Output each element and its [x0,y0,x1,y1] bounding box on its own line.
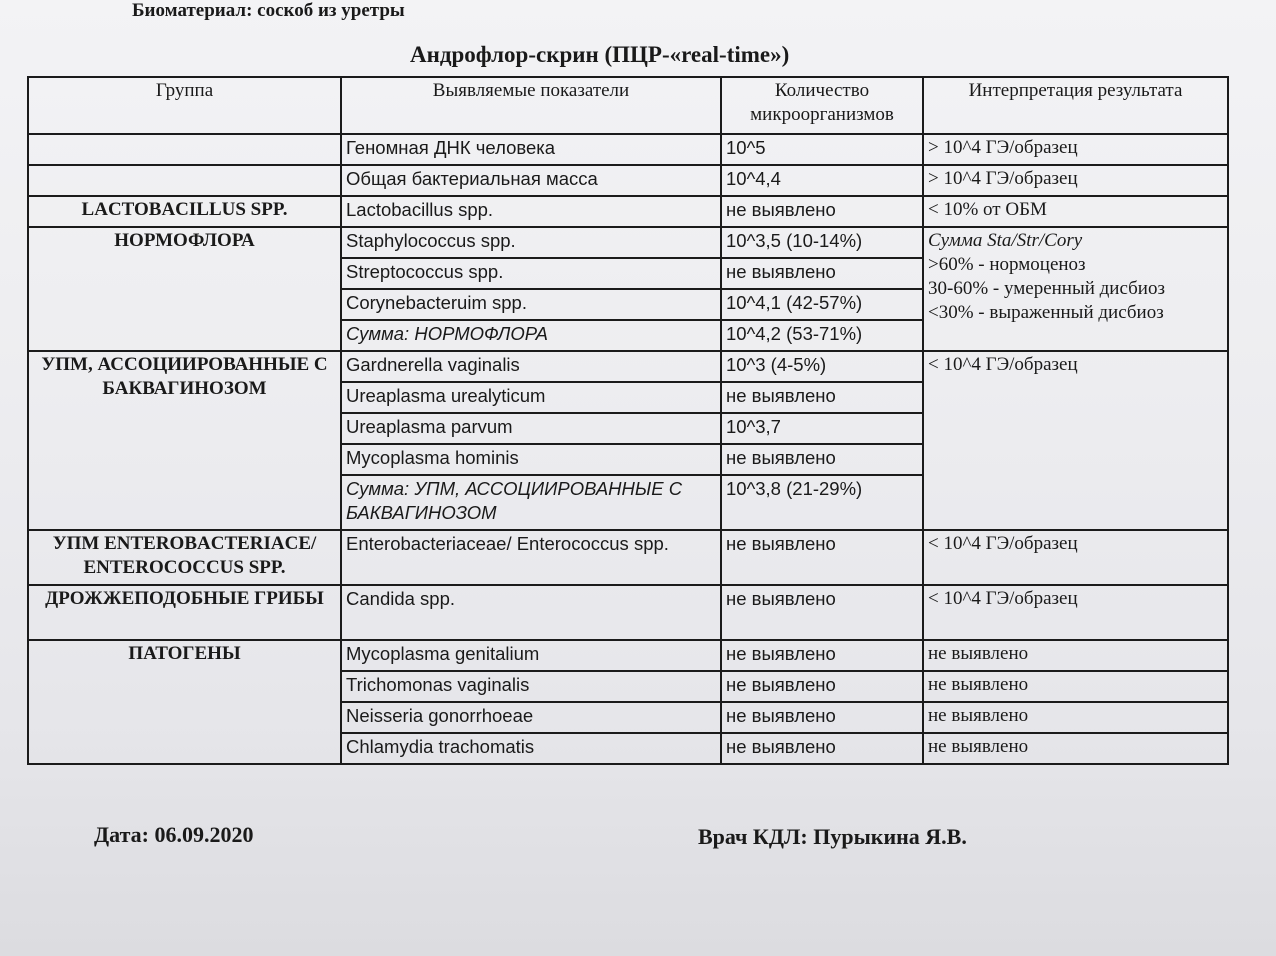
count-cell: 10^4,1 (42-57%) [721,289,923,320]
group-cell: УПМ, АССОЦИИРОВАННЫЕ С БАКВАГИНОЗОМ [28,351,341,530]
indicator-cell: Mycoplasma hominis [341,444,721,475]
interpretation-cell: > 10^4 ГЭ/образец [923,165,1228,196]
count-cell: не выявлено [721,444,923,475]
table-row [28,640,1228,671]
interpretation-cell: не выявлено [923,671,1228,702]
indicator-cell: Lactobacillus spp. [341,196,721,227]
interpretation-line: <30% - выраженный дисбиоз [928,302,1164,323]
group-cell: LACTOBACILLUS SPP. [28,196,341,227]
count-cell: не выявлено [721,382,923,413]
count-cell: 10^3,7 [721,413,923,444]
group-cell: ДРОЖЖЕПОДОБНЫЕ ГРИБЫ [28,585,341,640]
interpretation-cell [923,227,1228,351]
indicator-cell: Общая бактериальная масса [341,165,721,196]
count-cell: не выявлено [721,702,923,733]
group-cell-empty [28,134,341,165]
document-title: Андрофлор-скрин (ПЦР-«real-time») [410,42,790,67]
count-cell: 10^3 (4-5%) [721,351,923,382]
count-cell: не выявлено [721,258,923,289]
indicator-cell: Corynebacteruim spp. [341,289,721,320]
count-cell: 10^3,5 (10-14%) [721,227,923,258]
group-cell: УПМ ENTEROBACTERIACE/ ENTEROCOCCUS SPP. [28,530,341,585]
indicator-cell: Chlamydia trachomatis [341,733,721,764]
count-cell: 10^3,8 (21-29%) [721,475,923,530]
indicator-cell: Trichomonas vaginalis [341,671,721,702]
interpretation-line: 30-60% - умеренный дисбиоз [928,278,1165,299]
count-cell: не выявлено [721,530,923,585]
indicator-cell-sum: Сумма: НОРМОФЛОРА [341,320,721,351]
count-cell: не выявлено [721,733,923,764]
interpretation-cell: не выявлено [923,702,1228,733]
indicator-cell: Геномная ДНК человека [341,134,721,165]
indicator-cell: Streptococcus spp. [341,258,721,289]
results-table [27,76,1229,765]
header-group: Группа [28,77,341,134]
header-indicator: Выявляемые показатели [341,77,721,134]
indicator-cell: Ureaplasma urealyticum [341,382,721,413]
count-cell: 10^4,4 [721,165,923,196]
group-cell: НОРМОФЛОРА [28,227,341,351]
count-cell: не выявлено [721,671,923,702]
table-row [28,134,1228,165]
interpretation-cell: > 10^4 ГЭ/образец [923,134,1228,165]
indicator-cell: Gardnerella vaginalis [341,351,721,382]
group-cell: ПАТОГЕНЫ [28,640,341,764]
interpretation-cell: не выявлено [923,640,1228,671]
table-row [28,585,1228,640]
table-row [28,530,1228,585]
interpretation-line: >60% - нормоценоз [928,254,1086,275]
indicator-cell: Neisseria gonorrhoeae [341,702,721,733]
table-row [28,165,1228,196]
indicator-cell-sum: Сумма: УПМ, АССОЦИИРОВАННЫЕ С БАКВАГИНОЗОМ [341,475,721,530]
indicator-cell: Enterobacteriaceae/ Enterococcus spp. [341,530,721,585]
interpretation-cell: < 10^4 ГЭ/образец [923,530,1228,585]
count-cell: 10^4,2 (53-71%) [721,320,923,351]
count-cell: не выявлено [721,585,923,640]
doctor-signature-line: Врач КДЛ: Пурыкина Я.В. [698,824,967,849]
interpretation-cell: < 10^4 ГЭ/образец [923,585,1228,640]
header-interpretation: Интерпретация результата [923,77,1228,134]
interpretation-cell: < 10^4 ГЭ/образец [923,351,1228,530]
group-cell-empty [28,165,341,196]
count-cell: не выявлено [721,640,923,671]
biomaterial-label: Биоматериал: соскоб из уретры [132,0,405,21]
count-cell: 10^5 [721,134,923,165]
indicator-cell: Candida spp. [341,585,721,640]
table-row [28,227,1228,258]
indicator-cell: Staphylococcus spp. [341,227,721,258]
table-header-row [28,77,1228,134]
interpretation-cell: < 10% от ОБМ [923,196,1228,227]
indicator-cell: Ureaplasma parvum [341,413,721,444]
interpretation-line: Сумма Sta/Str/Cory [928,230,1083,251]
indicator-cell: Mycoplasma genitalium [341,640,721,671]
interpretation-cell: не выявлено [923,733,1228,764]
table-row [28,196,1228,227]
table-row [28,351,1228,382]
report-date: Дата: 06.09.2020 [94,822,254,847]
header-count: Количество микроорганизмов [721,77,923,134]
count-cell: не выявлено [721,196,923,227]
